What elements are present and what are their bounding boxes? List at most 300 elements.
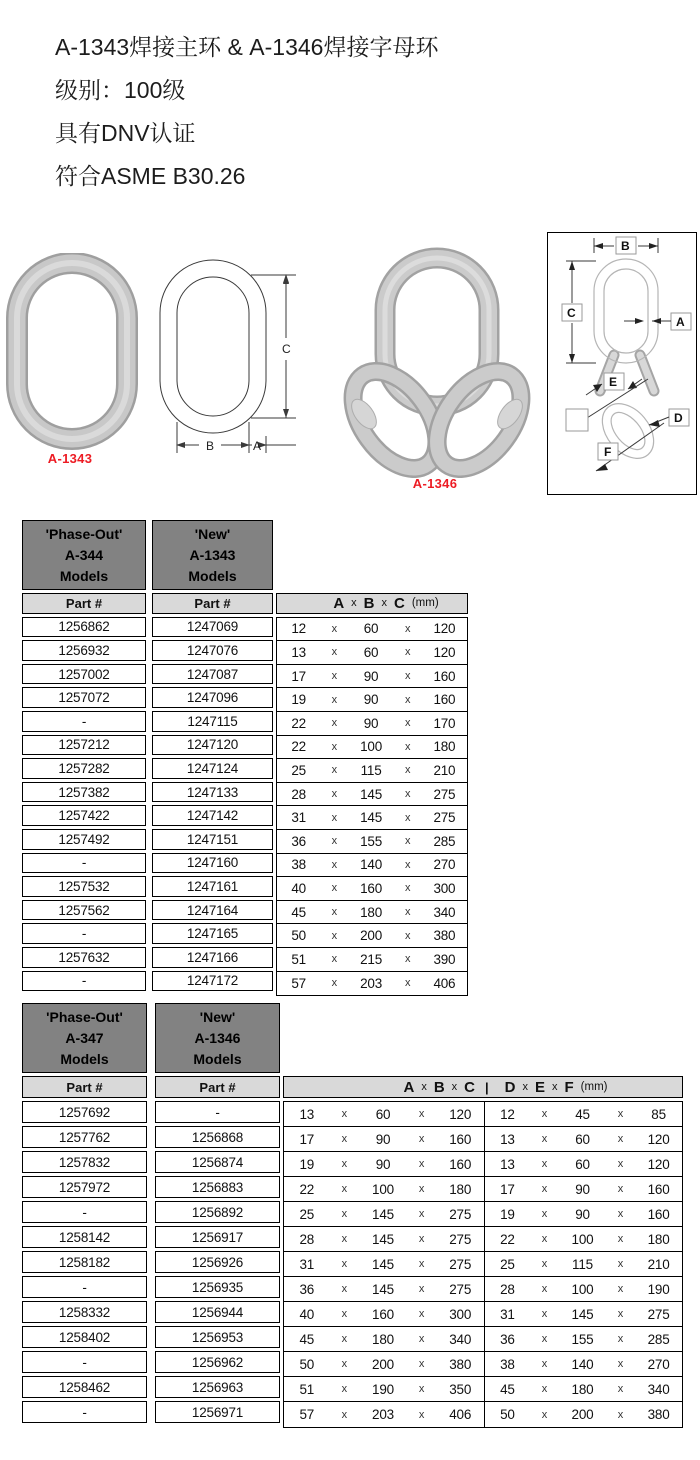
dim-separator: x	[418, 1308, 425, 1320]
dim-separator: x	[331, 977, 338, 990]
t1-dims-header	[276, 593, 468, 614]
dim-separator: x	[404, 646, 411, 659]
dim-separator: x	[404, 764, 411, 777]
dim-separator: x	[418, 1283, 425, 1295]
dim-value: 45	[575, 1106, 590, 1122]
dim-value: 12	[291, 621, 306, 637]
t1-dim-letter-a: A	[333, 594, 345, 612]
dim-value: 380	[449, 1356, 472, 1372]
dim-separator: x	[617, 1308, 624, 1320]
dim-separator: x	[418, 1408, 425, 1421]
part-number-cell: 1256874	[155, 1151, 280, 1173]
part-number-cell: 1256932	[22, 640, 146, 661]
dim-value: 19	[500, 1206, 515, 1222]
dims-cell-group	[284, 1277, 484, 1301]
dimension-diagram-box	[547, 232, 697, 495]
part-number-cell: 1247172	[152, 971, 273, 992]
t2-sep-x: x	[421, 1081, 427, 1093]
dim-value: 340	[449, 1331, 472, 1347]
dim-value: 100	[571, 1281, 594, 1297]
dims-cell-group	[277, 972, 467, 996]
abc-half	[284, 1277, 485, 1301]
dim-value: 145	[571, 1306, 594, 1322]
t2-def-group	[489, 1079, 682, 1096]
def-half	[485, 1227, 682, 1251]
dim-value: 120	[647, 1131, 670, 1147]
part-number-cell: 1247142	[152, 805, 273, 826]
dim-value: 25	[291, 762, 306, 778]
t2-sep-x: x	[522, 1081, 528, 1093]
dim-value: 145	[372, 1206, 394, 1222]
dim-separator: x	[404, 835, 411, 848]
dims-cell-group	[284, 1352, 484, 1376]
dim-separator: x	[541, 1183, 548, 1195]
grade-line: 级别：100级	[55, 77, 186, 103]
dim-value: 115	[360, 762, 382, 778]
dims-row	[284, 1227, 682, 1252]
dim-value: 210	[433, 762, 456, 778]
dim-value: 180	[372, 1331, 394, 1347]
dim-value: 90	[575, 1181, 590, 1197]
dim-separator: x	[541, 1258, 548, 1270]
dim-separator: x	[541, 1233, 548, 1245]
dims-cell-group	[485, 1327, 682, 1351]
dims-row	[284, 1327, 682, 1352]
a1346-caption: A-1346	[412, 476, 458, 491]
dim-value: 275	[433, 810, 456, 826]
a1346-spec-table	[22, 1003, 683, 1428]
t2-phaseout-line3: Models	[60, 1050, 109, 1067]
dims-cell-group	[277, 783, 467, 806]
dim-value: 180	[433, 739, 456, 755]
dim-value: 200	[571, 1407, 594, 1422]
dims-row	[284, 1302, 682, 1327]
dim-separator: x	[404, 906, 411, 919]
dim-value: 45	[291, 904, 306, 920]
dims-row	[277, 712, 467, 736]
part-number-cell: 1256883	[155, 1176, 280, 1198]
dims-row	[277, 641, 467, 665]
dim-separator: x	[617, 1383, 624, 1395]
dims-row	[277, 877, 467, 901]
a1346-product-photo	[338, 228, 538, 478]
dim-value: 160	[449, 1156, 472, 1172]
dim-value: 90	[363, 668, 379, 684]
dims-cell-group	[277, 665, 467, 688]
part-number-cell: 1257692	[22, 1101, 147, 1123]
t2-dim-letter-f: F	[564, 1078, 574, 1096]
dim-value: 203	[360, 975, 383, 991]
t1-new-line3: Models	[188, 567, 237, 584]
dim-value: 160	[433, 668, 456, 684]
dim-value: 120	[433, 644, 456, 660]
dim-value: 36	[500, 1331, 515, 1347]
dim-separator: x	[617, 1233, 624, 1245]
t2-phaseout-line2: A-347	[65, 1029, 104, 1046]
dim-value: 13	[291, 644, 306, 660]
t2-divider-bar: |	[485, 1079, 489, 1095]
dim-separator: x	[617, 1133, 624, 1145]
part-number-cell: -	[22, 1201, 147, 1223]
part-number-cell: 1257492	[22, 829, 146, 850]
part-number-cell: 1257002	[22, 664, 146, 685]
dim-value: 180	[571, 1381, 594, 1397]
dim-separator: x	[341, 1208, 348, 1220]
dims-cell-group	[485, 1252, 682, 1276]
part-number-cell: 1247076	[152, 640, 273, 661]
dims-cell-group	[277, 712, 467, 735]
t1-dims-spacer	[276, 520, 468, 593]
dim-value: 38	[291, 857, 306, 873]
dim-separator: x	[418, 1133, 425, 1145]
dim-value: 215	[360, 951, 383, 967]
dims-cell-group	[485, 1102, 682, 1126]
dim-value: 60	[363, 644, 379, 660]
t1-dim-letter-c: C	[394, 594, 405, 612]
dims-row	[284, 1377, 682, 1402]
part-number-cell: -	[22, 853, 146, 874]
dim-separator: x	[331, 788, 338, 801]
dim-value: 25	[500, 1256, 515, 1272]
dim-separator: x	[331, 740, 338, 753]
dim-value: 160	[647, 1206, 670, 1222]
t2-unit-label: (mm)	[580, 1081, 608, 1093]
dim-separator: x	[341, 1233, 348, 1245]
dims-row	[284, 1152, 682, 1177]
t1-new-header	[152, 520, 273, 590]
dim-separator: x	[541, 1308, 548, 1320]
dim-separator: x	[341, 1158, 348, 1170]
dims-cell-group	[277, 948, 467, 971]
dim-separator: x	[341, 1308, 348, 1320]
dims-cell-group	[277, 688, 467, 711]
t1-phaseout-line2: A-344	[64, 546, 104, 563]
part-number-cell: 1256892	[155, 1201, 280, 1223]
dim-separator: x	[331, 929, 338, 942]
dim-value: 210	[647, 1256, 670, 1272]
dim-value: 285	[647, 1331, 670, 1347]
dim-separator: x	[331, 858, 338, 871]
t1-new-part-label: Part #	[152, 593, 273, 614]
dim-separator: x	[404, 953, 411, 966]
t1-sep-x: x	[381, 597, 387, 610]
dim-value: 19	[299, 1156, 315, 1172]
dim-value: 40	[291, 880, 306, 896]
t2-dims-spacer	[283, 1003, 683, 1076]
certification-line: 具有DNV认证	[55, 120, 196, 146]
dim-separator: x	[617, 1158, 624, 1170]
dim-value: 60	[363, 621, 379, 637]
dims-cell-group	[277, 901, 467, 924]
part-number-cell: 1247133	[152, 782, 273, 803]
dim-value: 140	[571, 1356, 594, 1372]
diagram-label-c: C	[567, 306, 576, 320]
t2-phaseout-header	[22, 1003, 147, 1073]
def-half	[485, 1277, 682, 1301]
dim-value: 155	[571, 1331, 594, 1347]
dims-cell-group	[277, 618, 467, 641]
dims-row	[277, 901, 467, 925]
dim-value: 115	[572, 1256, 593, 1272]
dim-separator: x	[341, 1358, 348, 1370]
dim-value: 160	[647, 1181, 670, 1197]
dim-separator: x	[404, 977, 411, 990]
dim-separator: x	[617, 1333, 624, 1345]
dims-cell-group	[277, 806, 467, 829]
dim-value: 145	[360, 810, 383, 826]
t2-new-rows	[155, 1101, 280, 1426]
dims-row	[284, 1177, 682, 1202]
dim-value: 22	[299, 1181, 315, 1197]
part-number-cell: 1257832	[22, 1151, 147, 1173]
dim-value: 350	[449, 1381, 472, 1397]
part-number-cell: 1258332	[22, 1301, 147, 1323]
abc-half	[284, 1377, 485, 1401]
dim-value: 406	[433, 975, 456, 991]
dim-separator: x	[331, 882, 338, 895]
t2-sep-x: x	[451, 1081, 458, 1093]
dim-value: 270	[647, 1356, 670, 1372]
dim-value: 180	[449, 1181, 472, 1197]
diagram-label-b: B	[621, 239, 630, 253]
dim-separator: x	[331, 622, 338, 635]
dims-cell-group	[485, 1402, 682, 1427]
dim-value: 275	[449, 1256, 472, 1272]
part-number-cell: 1257972	[22, 1176, 147, 1198]
dim-value: 160	[433, 692, 456, 708]
dim-value: 13	[500, 1156, 515, 1172]
def-half	[485, 1177, 682, 1201]
a1343-caption: A-1343	[47, 451, 93, 466]
dim-separator: x	[404, 882, 411, 895]
part-number-cell: -	[22, 1276, 147, 1298]
t1-phaseout-part-label: Part #	[22, 593, 146, 614]
dim-separator: x	[331, 764, 338, 777]
dims-cell-group	[284, 1252, 484, 1276]
dims-row	[277, 688, 467, 712]
dims-row	[277, 665, 467, 689]
dim-separator: x	[541, 1333, 548, 1345]
t1-unit-label: (mm)	[411, 597, 439, 610]
t2-new-line2: A-1346	[194, 1029, 241, 1046]
t2-dim-letter-e: E	[534, 1078, 545, 1096]
dim-separator: x	[541, 1383, 548, 1395]
dims-row	[277, 736, 467, 760]
dim-value: 180	[360, 904, 383, 920]
part-number-cell: 1258142	[22, 1226, 147, 1248]
part-number-cell: 1258182	[22, 1251, 147, 1273]
part-number-cell: 1256962	[155, 1351, 280, 1373]
dims-cell-group	[485, 1302, 682, 1326]
dims-cell-group	[485, 1152, 682, 1176]
dim-value: 40	[299, 1306, 315, 1322]
part-number-cell: 1247124	[152, 758, 273, 779]
dim-separator: x	[617, 1358, 624, 1370]
dims-cell-group	[277, 830, 467, 853]
t2-sep-x: x	[552, 1081, 558, 1093]
dim-separator: x	[404, 858, 411, 871]
dims-cell-group	[284, 1127, 484, 1151]
dim-value: 31	[299, 1256, 315, 1272]
part-number-cell: -	[22, 971, 146, 992]
empty-reference-box	[566, 409, 588, 431]
part-number-cell: 1247161	[152, 876, 273, 897]
abc-half	[284, 1127, 485, 1151]
t1-new-line1: 'New'	[194, 525, 231, 542]
dim-value: 17	[299, 1131, 315, 1147]
dims-row	[277, 783, 467, 807]
def-half	[485, 1377, 682, 1401]
dim-value: 340	[647, 1381, 670, 1397]
dim-separator: x	[341, 1283, 348, 1295]
dim-separator: x	[341, 1108, 348, 1120]
abc-half	[284, 1252, 485, 1276]
t1-sep-x: x	[351, 597, 357, 610]
dim-separator: x	[418, 1208, 425, 1220]
dim-value: 25	[299, 1206, 315, 1222]
dims-row	[277, 972, 467, 996]
abc-half	[284, 1302, 485, 1326]
dim-separator: x	[418, 1183, 425, 1195]
t2-phaseout-column	[22, 1003, 147, 1426]
dim-value: 22	[500, 1231, 515, 1247]
dim-value: 50	[291, 928, 306, 944]
part-number-cell: 1247160	[152, 853, 273, 874]
dim-separator: x	[331, 646, 338, 659]
dims-cell-group	[485, 1377, 682, 1401]
part-number-cell: 1247096	[152, 687, 273, 708]
part-number-cell: 1256862	[22, 617, 146, 638]
def-half	[485, 1402, 682, 1427]
t2-dim-letter-c: C	[464, 1078, 475, 1096]
dim-value: 51	[291, 951, 306, 967]
dim-value: 17	[500, 1181, 515, 1197]
part-number-cell: 1256926	[155, 1251, 280, 1273]
dim-separator: x	[341, 1183, 348, 1195]
t1-phaseout-rows	[22, 617, 146, 995]
def-half	[485, 1327, 682, 1351]
t2-dim-letter-d: D	[504, 1078, 516, 1096]
a1343-dimension-drawing	[155, 248, 305, 463]
dims-cell-group	[284, 1152, 484, 1176]
part-number-cell: 1247115	[152, 711, 273, 732]
dim-separator: x	[617, 1108, 624, 1120]
dim-separator: x	[541, 1408, 548, 1421]
part-number-cell: 1247164	[152, 900, 273, 921]
abc-half	[284, 1177, 485, 1201]
part-number-cell: 1256944	[155, 1301, 280, 1323]
part-number-cell: 1247151	[152, 829, 273, 850]
dim-separator: x	[617, 1183, 624, 1195]
dims-row	[284, 1352, 682, 1377]
dim-value: 60	[375, 1106, 391, 1122]
dims-cell-group	[485, 1352, 682, 1376]
abc-half	[284, 1402, 485, 1427]
dim-separator: x	[331, 717, 338, 730]
dim-value: 145	[372, 1281, 394, 1297]
part-number-cell: 1256917	[155, 1226, 280, 1248]
part-number-cell: 1256971	[155, 1401, 280, 1423]
dim-separator: x	[541, 1108, 548, 1120]
dim-separator: x	[404, 693, 411, 706]
dims-row	[277, 806, 467, 830]
dims-cell-group	[284, 1377, 484, 1401]
part-number-cell: 1247165	[152, 923, 273, 944]
t1-phaseout-header	[22, 520, 146, 590]
part-number-cell: 1257562	[22, 900, 146, 921]
dim-separator: x	[617, 1258, 624, 1270]
dim-value: 275	[433, 786, 456, 802]
dim-value: 31	[291, 810, 306, 826]
dim-value: 120	[647, 1156, 670, 1172]
dimension-diagram	[548, 233, 694, 492]
dim-separator: x	[331, 811, 338, 824]
part-number-cell: 1247069	[152, 617, 273, 638]
dim-value: 36	[299, 1281, 315, 1297]
def-half	[485, 1302, 682, 1326]
dim-value: 380	[433, 928, 456, 944]
dim-value: 100	[571, 1231, 594, 1247]
dims-row	[284, 1127, 682, 1152]
dims-cell-group	[284, 1227, 484, 1251]
dim-value: 390	[433, 951, 456, 967]
dim-separator: x	[404, 740, 411, 753]
dim-value: 275	[449, 1281, 472, 1297]
part-number-cell: 1257762	[22, 1126, 147, 1148]
dim-value: 22	[291, 739, 306, 755]
a1343-product-photo	[5, 253, 155, 453]
t2-phaseout-rows	[22, 1101, 147, 1426]
dim-value: 155	[360, 833, 383, 849]
dim-label-c: C	[282, 342, 291, 356]
def-half	[485, 1252, 682, 1276]
dims-cell-group	[284, 1202, 484, 1226]
dim-value: 170	[433, 715, 456, 731]
dims-cell-group	[277, 854, 467, 877]
dims-cell-group	[485, 1227, 682, 1251]
def-half	[485, 1127, 682, 1151]
dim-separator: x	[541, 1133, 548, 1145]
part-number-cell: 1257632	[22, 947, 146, 968]
dim-separator: x	[331, 693, 338, 706]
dim-separator: x	[617, 1208, 624, 1220]
dim-separator: x	[404, 622, 411, 635]
dim-value: 200	[372, 1356, 394, 1372]
part-number-cell: 1257532	[22, 876, 146, 897]
dims-cell-group	[485, 1202, 682, 1226]
t2-new-column	[155, 1003, 280, 1426]
t2-abc-group	[284, 1079, 485, 1096]
dim-value: 275	[449, 1206, 472, 1222]
dim-value: 45	[299, 1331, 315, 1347]
part-number-cell: -	[22, 923, 146, 944]
part-number-cell: 1257382	[22, 782, 146, 803]
dims-cell-group	[277, 736, 467, 759]
dims-cell-group	[485, 1177, 682, 1201]
abc-half	[284, 1327, 485, 1351]
part-number-cell: 1258402	[22, 1326, 147, 1348]
dim-separator: x	[541, 1358, 548, 1370]
t1-new-line2: A-1343	[189, 546, 236, 563]
dim-value: 90	[363, 692, 379, 708]
dim-value: 160	[372, 1306, 394, 1322]
diagram-label-d: D	[674, 411, 683, 425]
dim-value: 36	[291, 833, 306, 849]
dim-value: 190	[372, 1381, 394, 1397]
part-number-cell: 1257282	[22, 758, 146, 779]
dim-separator: x	[404, 788, 411, 801]
dim-value: 300	[449, 1306, 472, 1322]
